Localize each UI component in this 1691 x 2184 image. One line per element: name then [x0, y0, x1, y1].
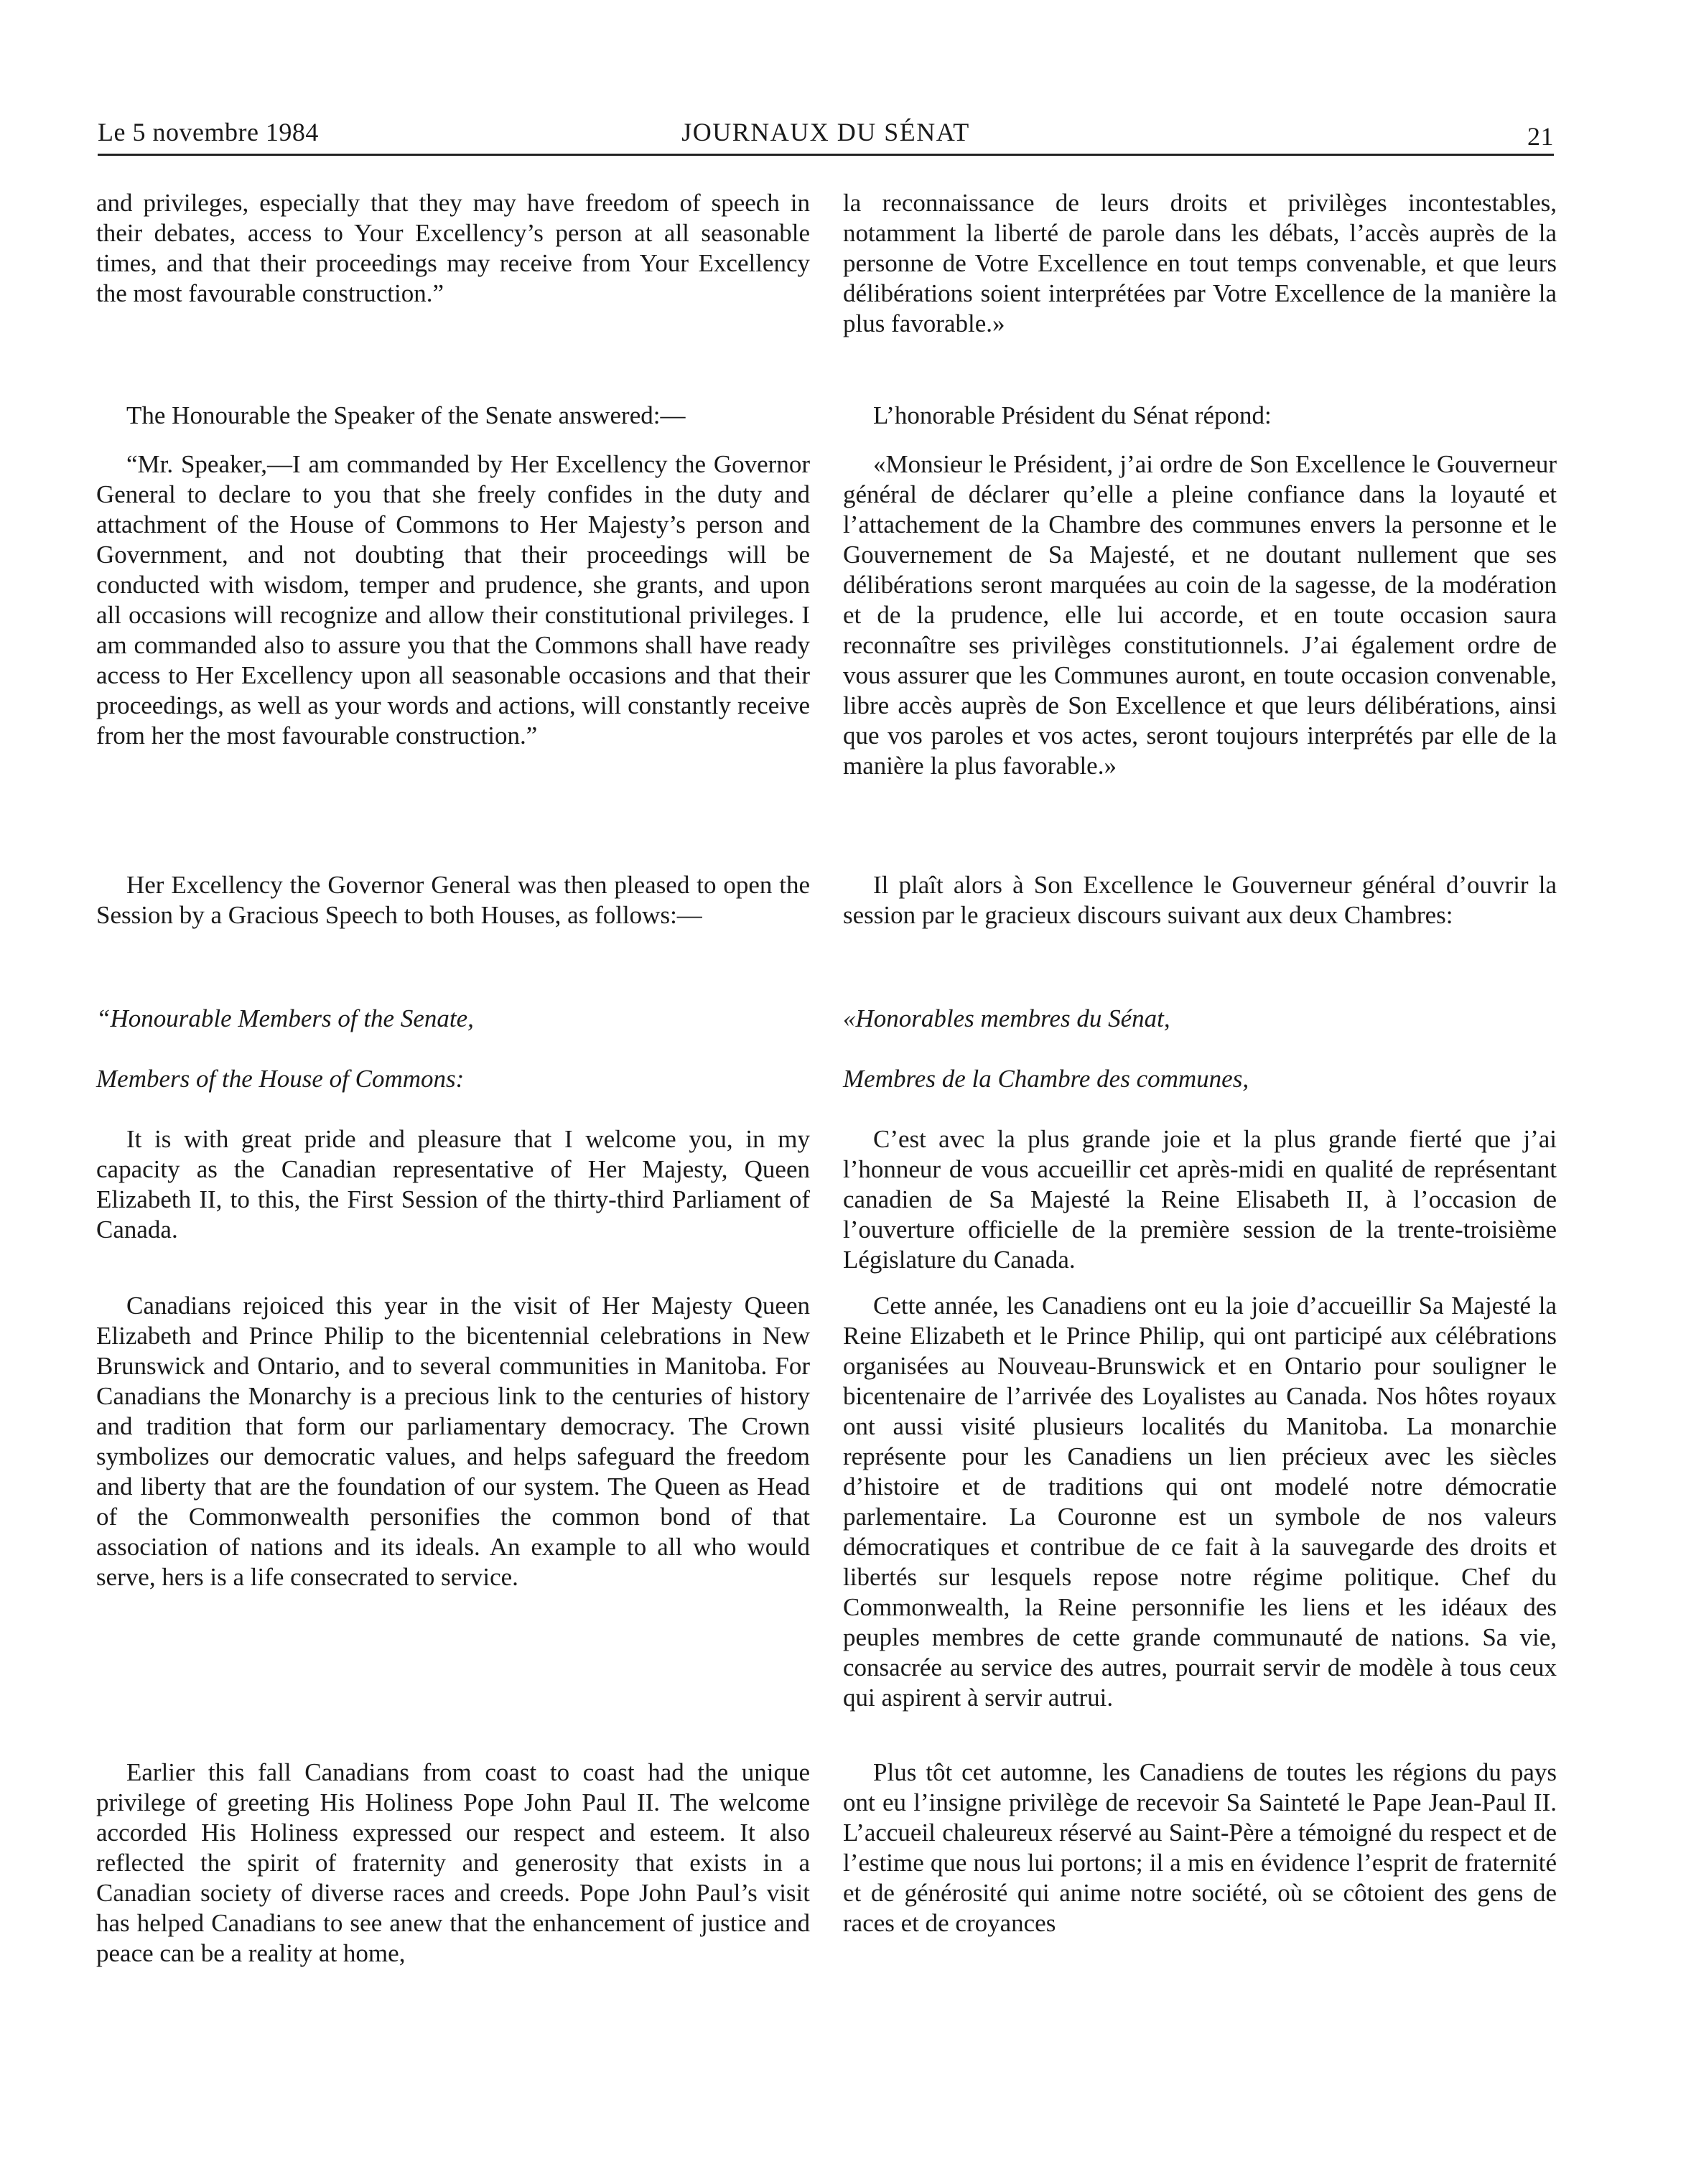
fr-salutation-commons: Membres de la Chambre des communes, [843, 1065, 1249, 1093]
fr-paragraph-pope-visit: Plus tôt cet automne, les Canadiens de toutes les régions du pays ont eu l’insigne privilège de recevoir Sa Sainteté le Pape Jean-Paul II. L’accueil chaleureux réservé au Saint-Père a témoigné du respect et de l’estime que nous lui portons; il a mis en évidence l’esprit de fraternité et de générosité qui anime notre société, où se côtoient des gens de races et de croyances [843, 1758, 1557, 1937]
en-salutation-commons: Members of the House of Commons: [96, 1065, 465, 1093]
en-paragraph-opening: Her Excellency the Governor General was then pleased to open the Session by a Gracious Speech to both Houses, as follows:— [96, 871, 810, 929]
en-salutation-senate: “Honourable Members of the Senate, [96, 1004, 474, 1032]
en-paragraph-speaker-answer: The Honourable the Speaker of the Senate answered:— [126, 401, 686, 429]
fr-paragraph-opening: Il plaît alors à Son Excellence le Gouverneur général d’ouvrir la session par le gracieux discours suivant aux deux Chambres: [843, 871, 1557, 929]
en-paragraph-pope-visit: Earlier this fall Canadians from coast to coast had the unique privilege of greeting His Holiness Pope John Paul II. The welcome accorded His Holiness expressed our respect and esteem. It also reflected the spirit of fraternity and generosity that exists in a Canadian society of diverse races and creeds. Pope John Paul’s visit has helped Canadians to see anew that the enhancement of justice and peace can be a reality at home, [96, 1758, 810, 1967]
running-header [98, 116, 1554, 156]
en-paragraph-reply: “Mr. Speaker,—I am commanded by Her Excellency the Governor General to declare to you that she freely confides in the duty and attachment of the House of Commons to Her Majesty’s person and Government, and not doubting that their proceedings will be conducted with wisdom, temper and prudence, she grants, and upon all occasions will recognize and allow their constitutional privileges. I am commanded also to assure you that the Commons shall have ready access to Her Excellency upon all seasonable occasions and that their proceedings, as well as your words and actions, will constantly receive from her the most favourable construction.” [96, 450, 810, 750]
en-paragraph-welcome: It is with great pride and pleasure that I welcome you, in my capacity as the Canadian representative of Her Majesty, Queen Elizabeth II, to this, the First Session of the thirty-third Parliament of Canada. [96, 1125, 810, 1243]
fr-salutation-senate: «Honorables membres du Sénat, [843, 1004, 1170, 1032]
fr-paragraph-welcome: C’est avec la plus grande joie et la plus grande fierté que j’ai l’honneur de vous accueillir cet après-midi en qualité de représentant canadien de Sa Majesté la Reine Elisabeth II, à l’occasion de l’ouverture officielle de la première session de la trente-troisième Législature du Canada. [843, 1125, 1557, 1274]
en-paragraph-queen-visit: Canadians rejoiced this year in the visit of Her Majesty Queen Elizabeth and Prince Philip to the bicentennial celebrations in New Brunswick and Ontario, and to several communities in Manitoba. For Canadians the Monarchy is a precious link to the centuries of history and tradition that form our parliamentary democracy. The Crown symbolizes our democratic values, and helps safeguard the freedom and liberty that are the foundation of our system. The Queen as Head of the Commonwealth personifies the common bond of that association of nations and its ideals. An example to all who would serve, hers is a life consecrated to service. [96, 1292, 810, 1591]
fr-paragraph-queen-visit: Cette année, les Canadiens ont eu la joie d’accueillir Sa Majesté la Reine Elizabeth et le Prince Philip, qui ont participé aux célébrations organisées au Nouveau-Brunswick et en Ontario pour souligner le bicentenaire de l’arrivée des Loyalistes au Canada. Nos hôtes royaux ont aussi visité plusieurs localités du Manitoba. La monarchie représente pour les Canadiens un lien précieux avec les siècles d’histoire et de traditions qui ont modelé notre démocratie parlementaire. La Couronne est un symbole de nos valeurs démocratiques et contribue de ce fait à la sauvegarde des droits et libertés sur lesquels repose notre régime politique. Chef du Commonwealth, la Reine personnifie les liens et les idéaux des peuples membres de cette grande communauté de nations. Sa vie, consacrée au service des autres, pourrait servir de modèle à tous ceux qui aspirent à servir autrui. [843, 1292, 1557, 1712]
header-title: JOURNAUX DU SÉNAT [681, 118, 970, 146]
fr-paragraph-president-answer: L’honorable Président du Sénat répond: [873, 401, 1272, 429]
fr-paragraph-privileges: la reconnaissance de leurs droits et privilèges incontestables, notamment la liberté de parole dans les débats, l’accès auprès de la personne de Votre Excellence en tout temps convenable, et que leurs délibérations soient interprétées par Votre Excellence de la manière la plus favorable.» [843, 189, 1557, 337]
en-paragraph-privileges: and privileges, especially that they may have freedom of speech in their debates, access to Your Excellency’s person at all seasonable times, and that their proceedings may receive from Your Excellency the most favourable construction.” [96, 189, 810, 307]
fr-paragraph-reply: «Monsieur le Président, j’ai ordre de Son Excellence le Gouverneur général de déclarer qu’elle a pleine confiance dans la loyauté et l’attachement de la Chambre des communes envers la personne et le Gouvernement de Sa Majesté, et ne doutant nullement que ses délibérations seront marquées au coin de la sagesse, de la modération et de la prudence, elle lui accorde, et en toute occasion saura reconnaître ses privilèges constitutionnels. J’ai également ordre de vous assurer que les Communes auront, en toute occasion convenable, libre accès auprès de Son Excellence et que leurs délibérations, ainsi que vos paroles et vos actes, seront toujours interprétés par elle de la manière la plus favorable.» [843, 450, 1557, 780]
header-date: Le 5 novembre 1984 [98, 118, 319, 146]
page-number: 21 [1527, 122, 1554, 151]
